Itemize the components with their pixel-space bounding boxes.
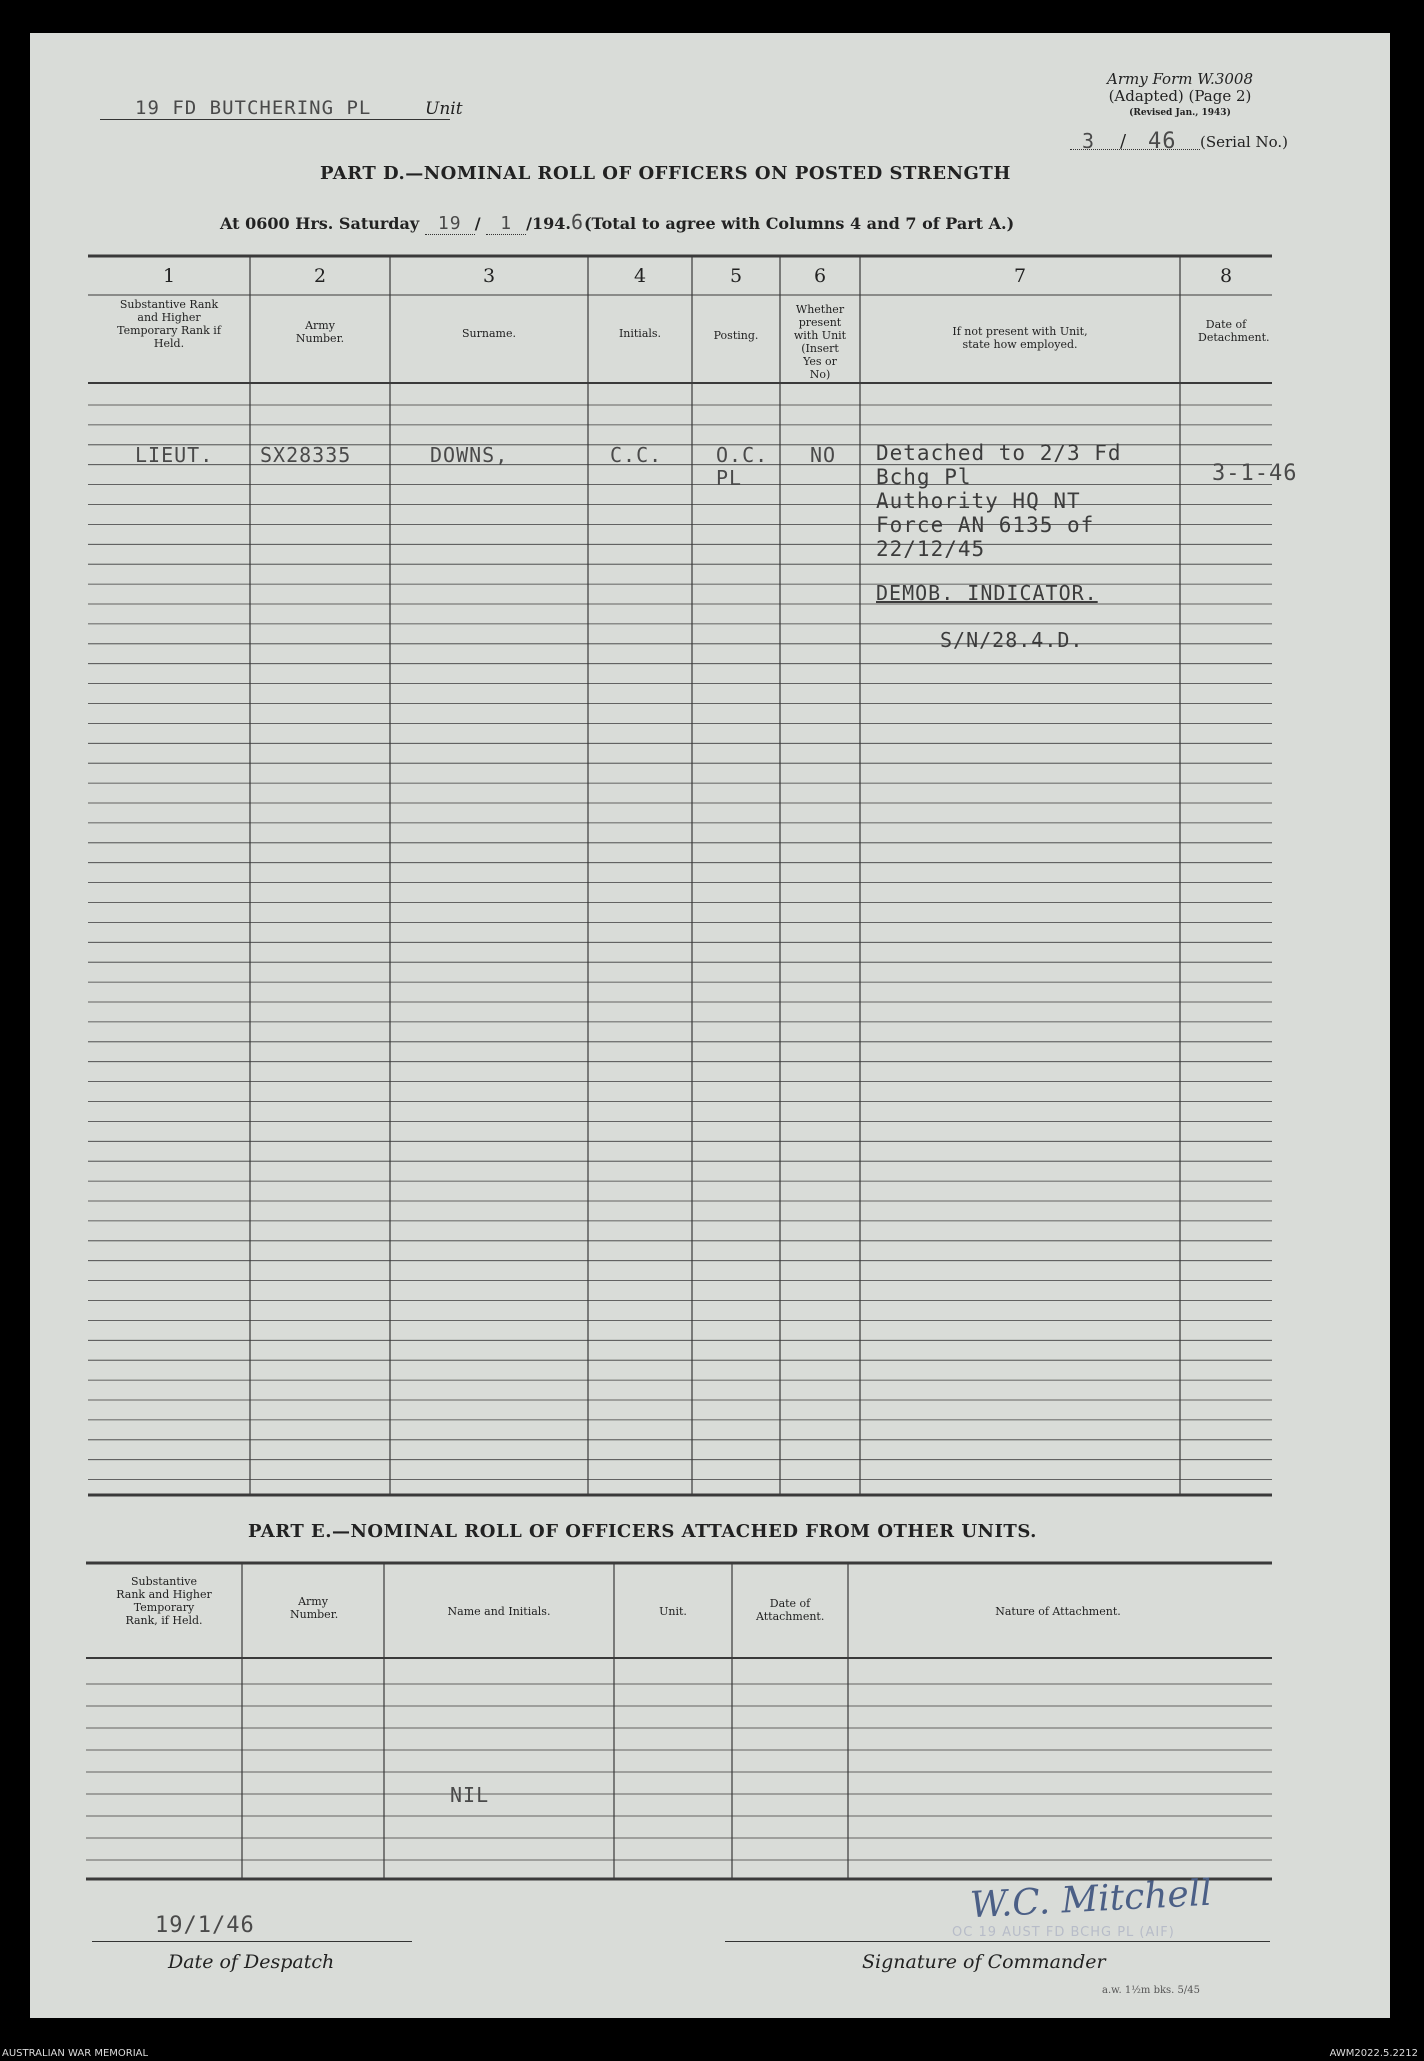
despatch-label: Date of Despatch — [168, 1951, 335, 1973]
e-col-head-4: Unit. — [659, 1605, 687, 1618]
col-head-2: Army Number. — [295, 319, 345, 345]
at-suffix: (Total to agree with Columns 4 and 7 of Part A.) — [583, 214, 1015, 233]
entry-army-number: SX28335 — [260, 443, 352, 467]
entry-present: NO — [810, 443, 837, 467]
stamp: OC 19 AUST FD BCHG PL (AIF) — [952, 1925, 1175, 1940]
part-d-date-line: At 0600 Hrs. Saturday 19 / 1 /194.6(Total to agree with Columns 4 and 7 of Part A.) — [220, 210, 1015, 234]
unit-label: Unit — [425, 99, 463, 119]
form-revised: (Revised Jan., 1943) — [1129, 108, 1231, 118]
caption-right: AWM2022.5.2212 — [1329, 2048, 1418, 2059]
entry-rank: LIEUT. — [135, 443, 214, 467]
entry-employment — [876, 441, 1122, 561]
col-num-4: 4 — [633, 265, 647, 287]
form-adapted: (Adapted) (Page 2) — [1108, 87, 1252, 105]
employment-line-2: Bchg Pl — [876, 465, 972, 489]
commander-signature: W.C. Mitchell — [969, 1872, 1213, 1927]
form-name: Army Form W.3008 — [1107, 70, 1253, 88]
print-note: a.w. 1½m bks. 5/45 — [1102, 1985, 1200, 1996]
date-day: 19 — [425, 213, 475, 235]
e-col-head-2: Army Number. — [290, 1595, 339, 1621]
signature-underline — [725, 1941, 1270, 1942]
col-head-1: Substantive Rank and Higher Temporary Rank if Held. — [117, 298, 221, 350]
entry-posting-2: PL — [716, 466, 743, 490]
date-year-prefix: /194. — [526, 214, 571, 233]
serial-slash: / — [1120, 131, 1127, 152]
col-num-8: 8 — [1219, 265, 1233, 287]
part-e-title: PART E.—NOMINAL ROLL OF OFFICERS ATTACHED FROM OTHER UNITS. — [248, 1521, 1037, 1542]
entry-posting-1: O.C. — [716, 443, 769, 467]
e-col-head-5: Date of Attachment. — [756, 1597, 825, 1623]
despatch-underline — [92, 1941, 412, 1942]
col-num-7: 7 — [1013, 265, 1027, 287]
serial-label: (Serial No.) — [1200, 133, 1288, 151]
col-head-6: Whether present with Unit (Insert Yes or No) — [793, 303, 847, 381]
col-head-8: Date of Detachment. — [1198, 318, 1270, 344]
despatch-value: 19/1/46 — [155, 1913, 255, 1938]
entry-surname: DOWNS, — [430, 443, 509, 467]
serial-a: 3 — [1082, 129, 1096, 153]
entry-demob-code: S/N/28.4.D. — [940, 628, 1084, 652]
form-sheet — [30, 33, 1390, 2018]
employment-line-4: Force AN 6135 of — [876, 513, 1095, 537]
col-head-3: Surname. — [462, 327, 516, 340]
col-head-5: Posting. — [713, 329, 759, 342]
col-head-7: If not present with Unit, state how employed. — [952, 325, 1088, 351]
signature-label: Signature of Commander — [862, 1951, 1106, 1973]
unit-value: 19 FD BUTCHERING PL — [135, 97, 372, 119]
col-num-2: 2 — [313, 265, 327, 287]
e-col-head-3: Name and Initials. — [447, 1605, 551, 1618]
date-year-digit: 6 — [570, 210, 584, 234]
col-num-6: 6 — [813, 265, 827, 287]
employment-line-3: Authority HQ NT — [876, 489, 1081, 513]
employment-line-1: Detached to 2/3 Fd — [876, 441, 1122, 465]
at-prefix: At 0600 Hrs. Saturday — [220, 214, 420, 233]
e-col-head-1: Substantive Rank and Higher Temporary Rank, if Held. — [116, 1575, 212, 1627]
caption-left: AUSTRALIAN WAR MEMORIAL — [2, 2048, 149, 2059]
col-num-5: 5 — [729, 265, 743, 287]
date-month: 1 — [486, 213, 526, 235]
col-num-3: 3 — [482, 265, 496, 287]
serial-b: 46 — [1148, 129, 1177, 154]
employment-line-5: 22/12/45 — [876, 537, 986, 561]
entry-demob: DEMOB. INDICATOR. — [876, 581, 1098, 605]
col-head-4: Initials. — [618, 327, 662, 340]
entry-initials: C.C. — [610, 443, 663, 467]
part-e-entry: NIL — [450, 1783, 490, 1807]
e-col-head-6: Nature of Attachment. — [995, 1605, 1121, 1618]
col-num-1: 1 — [162, 265, 176, 287]
part-d-title: PART D.—NOMINAL ROLL OF OFFICERS ON POSTED STRENGTH — [320, 163, 1011, 184]
entry-detach-date: 3-1-46 — [1212, 461, 1298, 486]
